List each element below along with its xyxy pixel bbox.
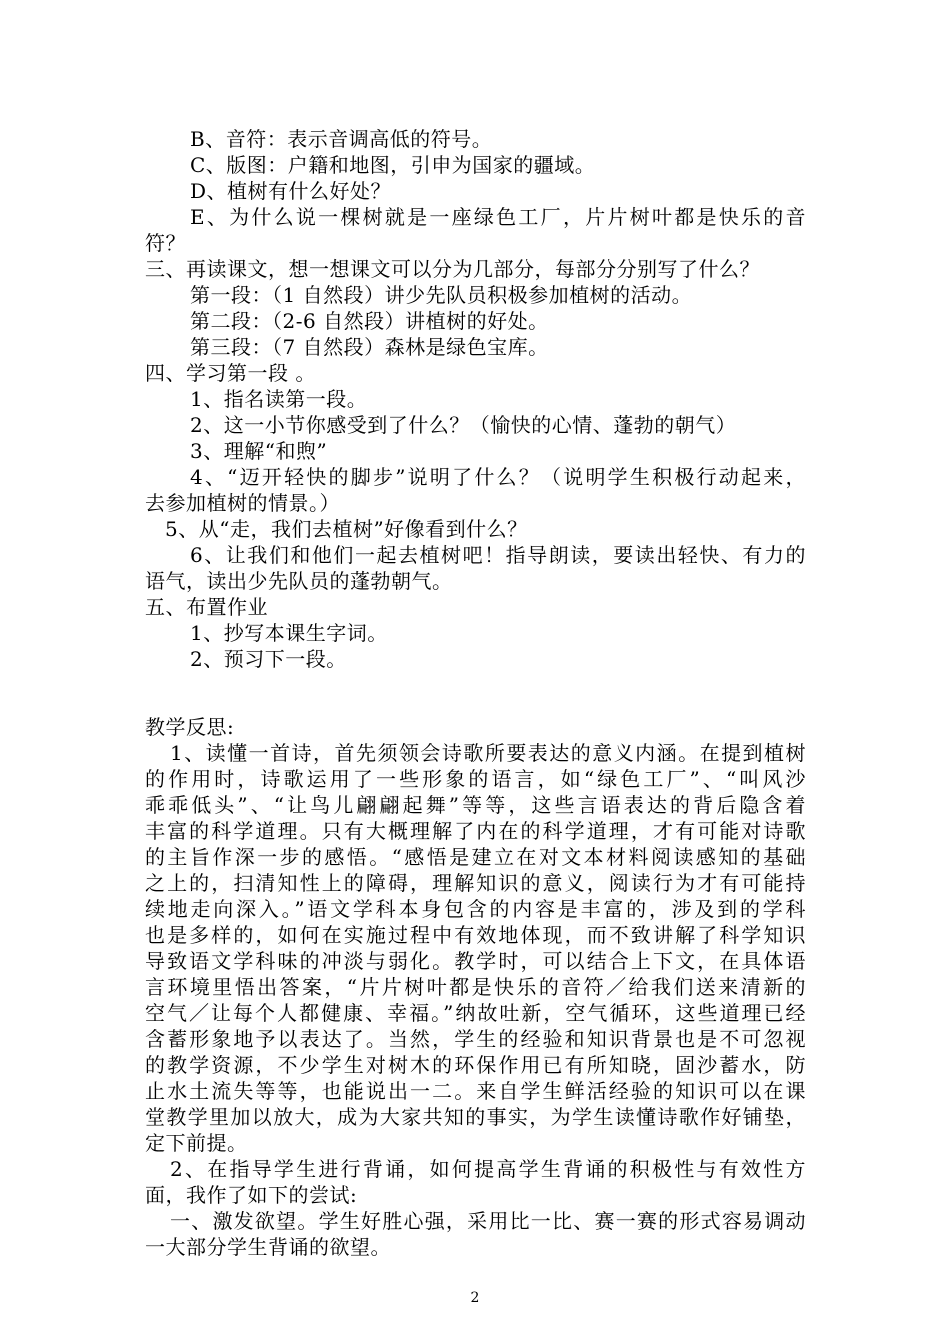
reflection-line: 丰富的科学道理。只有大概理解了内在的科学道理，才有可能对诗歌 <box>145 819 806 843</box>
part-3: 第三段：（7 自然段）森林是绿色宝库。 <box>190 335 549 359</box>
reflection-line: 之上的，扫清知性上的障碍，理解知识的意义，阅读行为才有可能持 <box>145 871 806 895</box>
step-5: 5、从“走，我们去植树”好像看到什么？ <box>165 517 528 541</box>
reflection-line: 续地走向深入。”语文学科本身包含的内容是丰富的，涉及到的学科 <box>145 897 806 921</box>
item-e-line-2: 符？ <box>145 231 186 255</box>
homework-2: 2、预习下一段。 <box>190 647 347 671</box>
reflection-line: 的教学资源，不少学生对树木的环保作用已有所知晓，固沙蓄水，防 <box>145 1053 806 1077</box>
reflection-line: 的主旨作深一步的感悟。“感悟是建立在对文本材料阅读感知的基础 <box>145 845 806 869</box>
item-e-line-1: E、为什么说一棵树就是一座绿色工厂，片片树叶都是快乐的音 <box>190 205 806 229</box>
part-2: 第二段：（2-6 自然段）讲植树的好处。 <box>190 309 549 333</box>
reflection-line: 定下前提。 <box>145 1131 248 1155</box>
reflection-line: 2、在指导学生进行背诵，如何提高学生背诵的积极性与有效性方 <box>170 1157 806 1181</box>
reflection-line: 一、激发欲望。学生好胜心强，采用比一比、赛一赛的形式容易调动 <box>170 1209 806 1233</box>
reflection-line: 1、读懂一首诗，首先须领会诗歌所要表达的意义内涵。在提到植树 <box>170 741 806 765</box>
step-4-line-2: 去参加植树的情景。） <box>145 491 340 515</box>
reflection-line: 含蓄形象地予以表达了。当然，学生的经验和知识背景也是不可忽视 <box>145 1027 806 1051</box>
reflection-line: 言环境里悟出答案，“片片树叶都是快乐的音符／给我们送来清新的 <box>145 975 806 999</box>
reflection-line: 导致语文学科味的冲淡与弱化。教学时，可以结合上下文，在具体语 <box>145 949 806 973</box>
step-1: 1、指名读第一段。 <box>190 387 368 411</box>
section-3-heading: 三、再读课文，想一想课文可以分为几部分，每部分分别写了什么？ <box>145 257 760 281</box>
reflection-line: 乖乖低头”、“让鸟儿翩翩起舞”等等，这些言语表达的背后隐含着 <box>145 793 806 817</box>
item-d: D、植树有什么好处？ <box>190 179 392 203</box>
homework-1: 1、抄写本课生字词。 <box>190 621 388 645</box>
item-b: B、音符：表示音调高低的符号。 <box>190 127 493 151</box>
part-1: 第一段：（1 自然段）讲少先队员积极参加植树的活动。 <box>190 283 693 307</box>
step-3: 3、理解“和煦” <box>190 439 328 463</box>
step-6-line-2: 语气，读出少先队员的蓬勃朝气。 <box>145 569 453 593</box>
item-c: C、版图：户籍和地图，引申为国家的疆域。 <box>190 153 596 177</box>
section-4-heading: 四、学习第一段 。 <box>145 361 316 385</box>
section-5-heading: 五、布置作业 <box>145 595 268 619</box>
step-2: 2、这一小节你感受到了什么？（愉快的心情、蓬勃的朝气） <box>190 413 737 437</box>
reflection-line: 的作用时，诗歌运用了一些形象的语言，如“绿色工厂”、“叫风沙 <box>145 767 806 791</box>
page-number: 2 <box>470 1290 480 1306</box>
reflection-line: 也是多样的，如何在实施过程中有效地体现，而不致讲解了科学知识 <box>145 923 806 947</box>
reflection-line: 面，我作了如下的尝试: <box>145 1183 358 1207</box>
reflection-line: 堂教学里加以放大，成为大家共知的事实，为学生读懂诗歌作好铺垫， <box>145 1105 806 1129</box>
reflection-line: 一大部分学生背诵的欲望。 <box>145 1235 391 1259</box>
reflection-line: 空气／让每个人都健康、幸福。”纳故吐新，空气循环，这些道理已经 <box>145 1001 806 1025</box>
step-6-line-1: 6、让我们和他们一起去植树吧！指导朗读，要读出轻快、有力的 <box>190 543 806 567</box>
reflection-line: 止水土流失等等，也能说出一二。来自学生鲜活经验的知识可以在课 <box>145 1079 806 1103</box>
step-4-line-1: 4、“迈开轻快的脚步”说明了什么？（说明学生积极行动起来， <box>190 465 806 489</box>
reflection-title: 教学反思: <box>145 715 235 739</box>
